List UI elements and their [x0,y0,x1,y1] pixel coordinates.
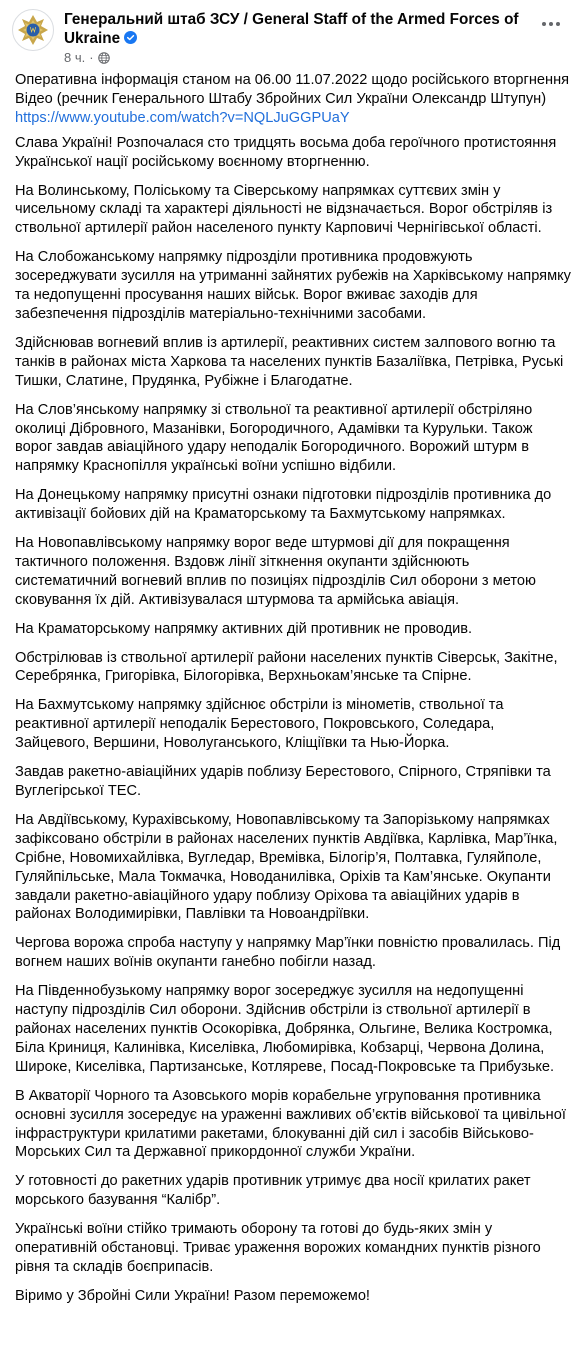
post-timestamp[interactable]: 8 ч. [64,50,86,65]
video-link[interactable]: https://www.youtube.com/watch?v=NQLJuGGPUaY [15,109,350,126]
post-paragraph: Українські воїни стійко тримають оборону та готові до будь-яких змін у оперативній обстановці. Триває ураження ворожих командних пунктів різного рівня та складів боєприпасів. [15,1221,541,1275]
post-meta [64,50,110,66]
more-options-icon [542,22,546,26]
post-paragraph: На Авдіївському, Курахівському, Новопавлівському та Запорізькому напрямках зафіксовано обстріли в районах населених пунктів Авдіївка, Карлівка, Мар’їнка, Срібне, Новомихайлівка, Вугледар, Времівка, Білогір’я, Полтавка, Гуляйполе, Гуляйпільське, Мала Токмачка, Новоданилівка, Оріхів та Кам’янське. Окупанти завдали ракетно-авіаційного удару поблизу Оріхова та авіаційних ударів в районах Володимирівки, Павлівки та Новоандріївки. [15,811,558,923]
more-options-dot [549,22,553,26]
post-paragraph: Віримо у Збройні Сили України! Разом переможемо! [15,1287,370,1304]
post-paragraph: Завдав ракетно-авіаційних ударів поблизу Берестового, Спірного, Стряпівки та Вуглегірської ТЕС. [15,764,551,799]
general-staff-emblem-icon [13,10,53,50]
post-paragraph: На Бахмутському напрямку здійснює обстріли із мінометів, ствольної та реактивної артилерії неподалік Берестового, Покровського, Соледара, Зайцевого, Вершини, Новолуганського, Кліщіївки та Нью-Йорка. [15,697,504,752]
post-body [15,71,571,1316]
post-paragraph: На Донецькому напрямку присутні ознаки підготовки підрозділів противника до активізації бойових дій на Краматорському та Бахмутському напрямках. [15,487,552,523]
intro-line-1: Оперативна інформація станом на 06.00 11.07.2022 щодо російського вторгнення [15,72,570,88]
post-paragraph: Слава Україні! Розпочалася сто тридцять восьма доба героїчного протистояння Української нації російському воєнному вторгненню. [15,134,557,170]
page-name[interactable]: Генеральний штаб ЗСУ / General Staff of the Armed Forces of Ukraine [64,11,519,47]
post-paragraph: У готовності до ракетних ударів противник утримує два носії крилатих ракет морського базування “Калібр”. [15,1173,531,1209]
meta-separator: · [89,50,94,65]
post-paragraph: На Новопавлівському напрямку ворог веде штурмові дії для покращення тактичного положення. Вздовж лінії зіткнення окупанти здійснюють систематичний вогневий вплив по позиціях підрозділів Сил оборони з метою сковування їх дій. Активізувалася штурмова та армійська авіація. [15,535,536,608]
globe-icon[interactable] [98,52,110,64]
post-paragraph: На Слобожанському напрямку підрозділи противника продовжують зосереджувати зусилля на утриманні зайнятих рубежів на Харківському напрямку та недопущенні просування наших військ. Ворог вживає заходів для забезпечення підрозділів матеріально-технічними засобами. [15,249,571,322]
post-paragraph: На Краматорському напрямку активних дій противник не проводив. [15,620,473,637]
post-paragraph: Чергова ворожа спроба наступу у напрямку Мар’їнки повністю провалилась. Під вогнем наших воїнів окупанти ганебно побігли назад. [15,935,561,971]
page-name-link[interactable] [64,10,534,48]
post-paragraph: В Акваторії Чорного та Азовського морів корабельне угруповання противника основні зусилля зосередує на ураженні важливих об’єктів військової та цивільної інфраструктури крилатими ракетами, блокуванні дій сил і засобів Військово-Морських Сил та Державної прикордонної служби України. [15,1087,566,1161]
page-avatar[interactable] [12,9,54,51]
intro-line-2: Відео (речник Генерального Штабу Збройних Сил України Олександр Штупун) [15,90,547,107]
post-paragraph: Здійснював вогневий вплив із артилерії, реактивних систем залпового вогню та танків в районах міста Харкова та населених пунктів Базаліївка, Петрівка, Руські Тишки, Слатине, Прудянка, Рубіжне і Благодатне. [15,334,564,389]
post-paragraph: Обстрілював із ствольної артилерії райони населених пунктів Сіверськ, Закітне, Серебрянка, Григорівка, Білогорівка, Верхньокам’янське та Спірне. [15,649,558,685]
post-header [12,9,566,65]
post-paragraph: На Волинському, Поліському та Сіверському напрямках суттєвих змін у чисельному складі та характері діяльності не відзначається. Ворог обстріляв із ствольної артилерії район населеного пункту Карповичі Чернігівської області. [15,182,553,237]
more-options-button[interactable] [536,11,566,37]
post-paragraph: На Слов’янському напрямку зі ствольної та реактивної артилерії обстріляно околиці Дібровного, Мазанівки, Богородичного, Адамівки та Курульки. Також ворог завдав авіаційного удару неподалік Богородичного. Ворожий штурм в напрямку Краснопілля українські воїни успішно відбили. [15,401,533,475]
post-paragraph: На Південнобузькому напрямку ворог зосереджує зусилля на недопущенні наступу підрозділів Сил оборони. Здійснив обстріли із ствольної артилерії в районах населених пунктів Осокорівка, Добрянка, Ольгине, Велика Костромка, Біла Криниця, Калинівка, Киселівка, Любомирівка, Кобзарці, Червона Долина, Широке, Киселівка, Партизанське, Котляреве, Посад-Покровське та Прибузьке. [15,983,555,1075]
more-options-dot [556,22,560,26]
verified-badge-icon [124,31,137,44]
post-intro [15,71,571,128]
